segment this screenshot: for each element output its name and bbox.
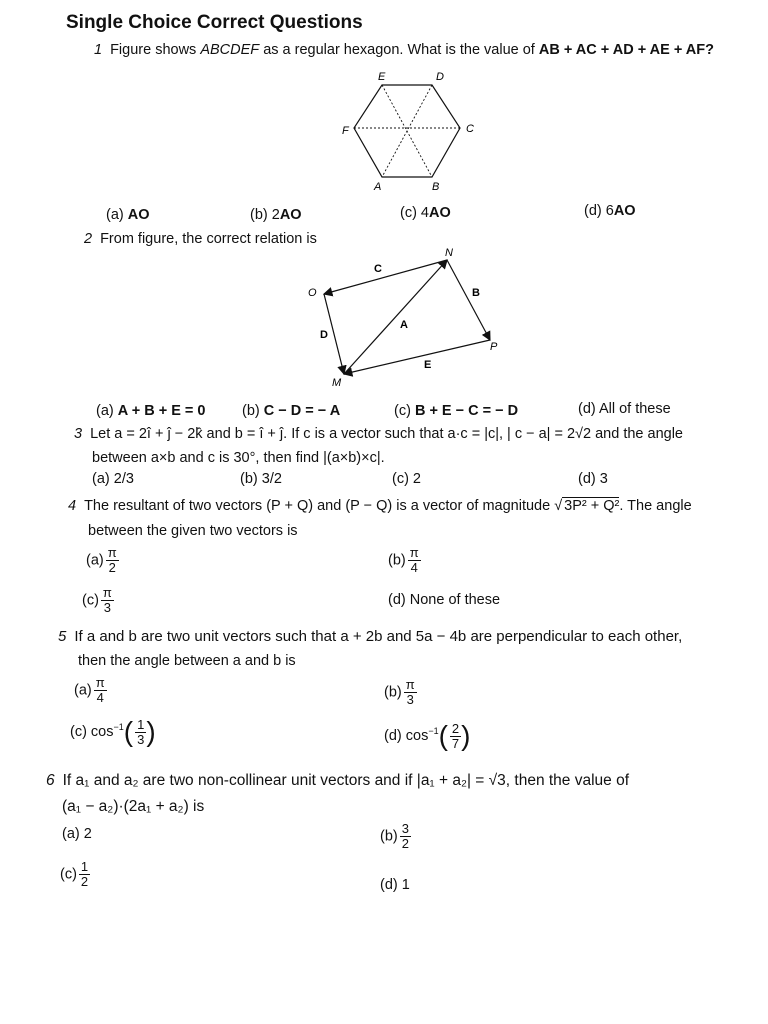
question-1-number: 1: [94, 42, 103, 58]
fraction: [408, 546, 421, 575]
denominator: 2: [401, 836, 409, 851]
option-tag: (a): [74, 682, 92, 699]
q4-text: . The angle: [619, 498, 692, 514]
fraction: [404, 678, 417, 707]
option-tag: (b): [242, 403, 264, 419]
q4-sqrt-expression: 3P² + Q²: [564, 498, 620, 514]
q4-option-a: [86, 546, 119, 575]
question-5-line-2: then the angle between a and b is: [78, 653, 296, 669]
vector-c: [324, 260, 447, 294]
question-6-line-1: [46, 772, 629, 790]
question-2-number: 2: [84, 231, 93, 247]
question-3-line-1: [74, 426, 683, 442]
option-value: AO: [429, 205, 451, 221]
q6-option-a: (a) 2: [62, 826, 92, 842]
q4-option-b: [388, 546, 421, 575]
vector-a: [344, 260, 447, 374]
q1-option-d: [584, 203, 636, 219]
question-4-line-1: 4 The resultant of two vectors (P + Q) and (P − Q) is a vector of magnitude √ 3P² + Q². The angle: [68, 498, 692, 514]
q1-text-part: as a regular hexagon. What is the value of: [259, 42, 539, 58]
numerator: π: [102, 585, 112, 600]
option-tag: (a): [96, 403, 118, 419]
q3-line1: Let a = 2î + ĵ − 2k̂ and b = î + ĵ. If c is a vector such that a·c = |c|, | c − a| = 2√2 and the angle: [90, 426, 683, 442]
right-paren: ): [461, 720, 471, 751]
option-tag: (b): [388, 552, 406, 569]
vector-e: [344, 340, 490, 374]
q3-option-a: (a) 2/3: [92, 471, 134, 487]
option-value: AO: [613, 203, 636, 219]
question-4-number: 4: [68, 498, 77, 514]
q4-text: The resultant of two vectors (P + Q) and (P − Q) is a vector of magnitude: [84, 498, 555, 514]
inverse-superscript: −1: [113, 722, 124, 732]
right-paren: ): [146, 716, 156, 747]
q2-option-a: [96, 403, 205, 419]
q3-option-c: (c) 2: [392, 471, 421, 487]
hex-label-f: F: [342, 125, 349, 137]
inverse-superscript: −1: [428, 726, 439, 736]
q6-line1: If a₁ and a₂ are two non-collinear unit vectors and if |a₁ + a₂| = √3, then the value of: [62, 772, 630, 789]
q1-option-b: [250, 207, 302, 223]
numerator: 3: [401, 821, 409, 836]
numerator: 1: [80, 859, 89, 874]
question-5-number: 5: [58, 628, 67, 645]
left-paren: (: [438, 720, 448, 751]
option-tag: (d) cos: [384, 727, 429, 744]
q6-option-c: [60, 860, 90, 889]
point-m: M: [332, 377, 342, 389]
page-title: Single Choice Correct Questions: [66, 12, 363, 33]
option-value: C − D = − A: [263, 403, 341, 419]
q5-option-d: [384, 720, 470, 752]
parallelogram-figure: [300, 244, 520, 392]
fraction: [106, 546, 119, 575]
denominator: 7: [451, 735, 460, 751]
point-p: P: [490, 341, 498, 353]
q2-option-b: [242, 403, 340, 419]
option-value: A + B + E = 0: [117, 403, 206, 419]
vector-b: [447, 260, 490, 340]
question-6-line-2: (a₁ − a₂)·(2a₁ + a₂) is: [62, 798, 205, 815]
numerator: π: [107, 545, 117, 560]
q5-option-b: [384, 678, 417, 707]
denominator: 2: [80, 874, 89, 889]
option-tag: (c): [82, 592, 99, 609]
q1-hexagon-name: ABCDEF: [200, 42, 260, 58]
hexagon-figure: [330, 66, 490, 196]
option-value: AO: [279, 207, 302, 223]
point-o: O: [308, 287, 317, 299]
denominator: 4: [96, 690, 104, 705]
q5-option-c: [70, 716, 156, 748]
question-1-text: [94, 42, 714, 58]
option-tag: (d) 6: [584, 203, 614, 219]
option-tag: (c): [394, 403, 415, 419]
option-value: All of these: [598, 401, 671, 417]
q3-option-b: (b) 3/2: [240, 471, 282, 487]
q2-text: From figure, the correct relation is: [100, 231, 317, 247]
question-5-line-1: [58, 628, 682, 645]
fraction: [94, 676, 107, 705]
numerator: π: [409, 545, 419, 560]
hex-label-c: C: [466, 123, 474, 135]
fraction: [79, 860, 90, 889]
option-value: AO: [127, 207, 150, 223]
denominator: 3: [406, 692, 414, 707]
q4-option-c: [82, 586, 114, 615]
q6-option-b: [380, 822, 411, 851]
numerator: π: [95, 675, 105, 690]
point-n: N: [445, 247, 453, 259]
numerator: 1: [137, 716, 145, 732]
label-e: E: [424, 359, 432, 371]
hexagon-diagonals: [354, 85, 460, 177]
question-4-line-2: between the given two vectors is: [88, 523, 298, 539]
hex-label-e: E: [378, 71, 386, 83]
label-d: D: [320, 329, 328, 341]
question-2-text: [84, 231, 317, 247]
denominator: 4: [410, 560, 418, 575]
question-6-number: 6: [46, 772, 55, 789]
denominator: 3: [137, 731, 145, 747]
denominator: 2: [108, 560, 116, 575]
option-tag: (b) 2: [250, 207, 280, 223]
q1-vector-sum: AB + AC + AD + AE + AF?: [538, 42, 714, 58]
fraction: [101, 586, 114, 615]
hex-label-d: D: [436, 71, 444, 83]
question-3-number: 3: [74, 426, 83, 442]
hex-label-b: B: [432, 181, 440, 193]
q1-option-a: [106, 207, 150, 223]
fraction: [400, 822, 411, 851]
hex-label-a: A: [374, 181, 382, 193]
numerator: π: [405, 677, 415, 692]
option-tag: (a): [86, 552, 104, 569]
q3-option-d: (d) 3: [578, 471, 608, 487]
denominator: 3: [103, 600, 112, 615]
label-a: A: [400, 319, 408, 331]
left-paren: (: [123, 716, 134, 747]
question-3-line-2: between a×b and c is 30°, then find |(a×b)×c|.: [92, 450, 385, 466]
option-tag: (d): [578, 401, 599, 417]
option-tag: (a): [106, 207, 128, 223]
fraction: [135, 718, 146, 747]
q1-text-part: Figure shows: [110, 42, 201, 58]
option-tag: (b): [384, 684, 402, 701]
option-tag: (c) cos: [70, 723, 114, 740]
option-tag: (b): [380, 828, 398, 845]
option-tag: (c) 4: [400, 205, 429, 221]
q2-option-d: [578, 401, 671, 417]
fraction: [450, 722, 461, 751]
q4-option-d: (d) None of these: [388, 592, 501, 608]
numerator: 2: [451, 720, 460, 736]
q5-option-a: [74, 676, 107, 705]
q1-option-c: [400, 205, 451, 221]
option-tag: (c): [60, 866, 77, 883]
q2-option-c: [394, 403, 518, 419]
label-c: C: [374, 263, 382, 275]
q6-option-d: (d) 1: [380, 877, 410, 893]
option-value: B + E − C = − D: [414, 403, 519, 419]
q5-line1: If a and b are two unit vectors such that a + 2b and 5a − 4b are perpendicular to each other,: [74, 628, 683, 645]
label-b: B: [472, 287, 480, 299]
